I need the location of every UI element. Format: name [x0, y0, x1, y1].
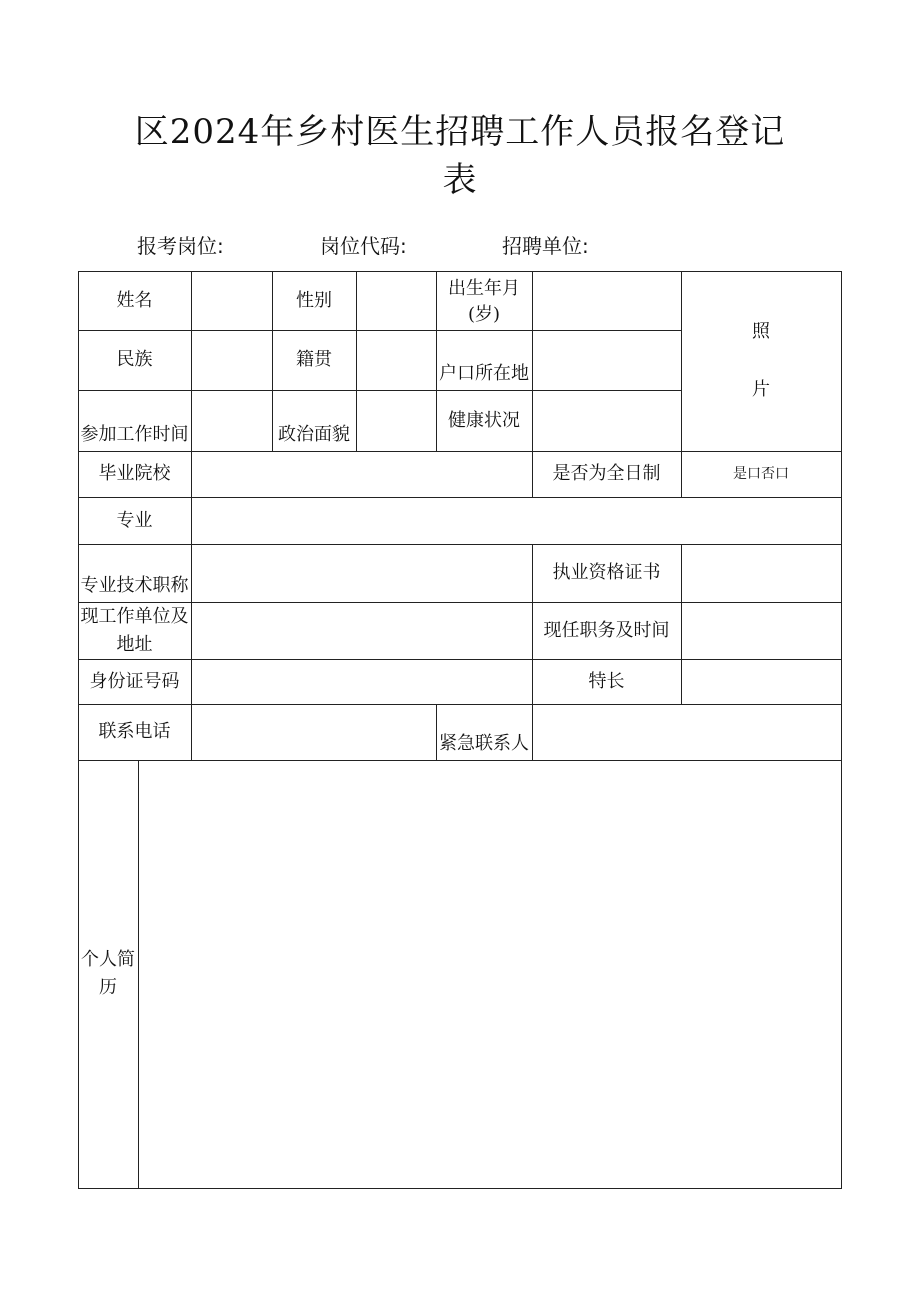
form-title-line1: 区2024年乡村医生招聘工作人员报名登记 — [134, 112, 786, 152]
health-field[interactable] — [532, 390, 681, 451]
political-field[interactable] — [356, 390, 436, 451]
hukou-field[interactable] — [532, 330, 681, 390]
name-label: 姓名 — [116, 289, 153, 311]
tech-title-label: 专业技术职称 — [80, 575, 189, 596]
form-title — [0, 108, 920, 204]
current-unit-field[interactable] — [191, 602, 532, 659]
current-unit-label — [78, 602, 191, 659]
phone-field[interactable] — [191, 704, 436, 760]
id-number-label: 身份证号码 — [89, 670, 180, 692]
resume-label-line1: 个人简 — [81, 949, 135, 970]
school-label: 毕业院校 — [98, 463, 171, 484]
birth-label — [436, 277, 532, 327]
license-label: 执业资格证书 — [552, 562, 661, 583]
birth-label-text: 出生年月 — [448, 278, 520, 299]
photo-label-2: 片 — [752, 379, 770, 400]
table-border-bottom — [78, 1188, 842, 1189]
resume-label-line2: 历 — [99, 977, 117, 998]
fulltime-options[interactable]: 是口否口 — [733, 466, 789, 482]
recruiting-unit-label: 招聘单位: — [502, 234, 589, 258]
emergency-contact-field[interactable] — [532, 704, 841, 760]
current-unit-label-line2: 地址 — [116, 633, 153, 655]
table-border-right — [841, 271, 842, 1189]
work-start-field[interactable] — [191, 390, 272, 451]
current-post-field[interactable] — [681, 602, 841, 659]
phone-label: 联系电话 — [98, 721, 171, 742]
specialty-label: 特长 — [588, 670, 625, 692]
emergency-contact-label: 紧急联系人 — [439, 733, 529, 754]
work-start-label: 参加工作时间 — [80, 424, 189, 445]
form-title-line2: 表 — [442, 160, 478, 200]
tech-title-field[interactable] — [191, 544, 532, 602]
gender-field[interactable] — [356, 271, 436, 330]
gender-label: 性别 — [296, 289, 332, 311]
birth-field[interactable] — [532, 271, 681, 330]
fulltime-label: 是否为全日制 — [552, 463, 661, 484]
current-unit-label-line1: 现工作单位及 — [80, 605, 189, 627]
resume-label — [78, 760, 138, 1188]
photo-box[interactable] — [681, 271, 841, 451]
school-field[interactable] — [191, 451, 532, 497]
specialty-field[interactable] — [681, 659, 841, 704]
hukou-label: 户口所在地 — [439, 363, 529, 384]
health-label: 健康状况 — [448, 409, 520, 431]
id-number-field[interactable] — [191, 659, 532, 704]
license-field[interactable] — [681, 544, 841, 602]
native-place-label: 籍贯 — [296, 349, 332, 370]
photo-label-1: 照 — [752, 321, 770, 342]
native-place-field[interactable] — [356, 330, 436, 390]
major-label: 专业 — [116, 509, 153, 531]
registration-form-table — [78, 271, 842, 1189]
ethnicity-label: 民族 — [116, 349, 153, 370]
major-field[interactable] — [191, 497, 841, 544]
ethnicity-field[interactable] — [191, 330, 272, 390]
position-code-label: 岗位代码: — [320, 234, 407, 258]
resume-field[interactable] — [138, 760, 841, 1188]
current-post-label: 现任职务及时间 — [543, 619, 670, 641]
name-field[interactable] — [191, 271, 272, 330]
political-label: 政治面貌 — [278, 424, 350, 445]
position-label: 报考岗位: — [137, 234, 224, 258]
birth-age-text: (岁) — [467, 304, 501, 325]
